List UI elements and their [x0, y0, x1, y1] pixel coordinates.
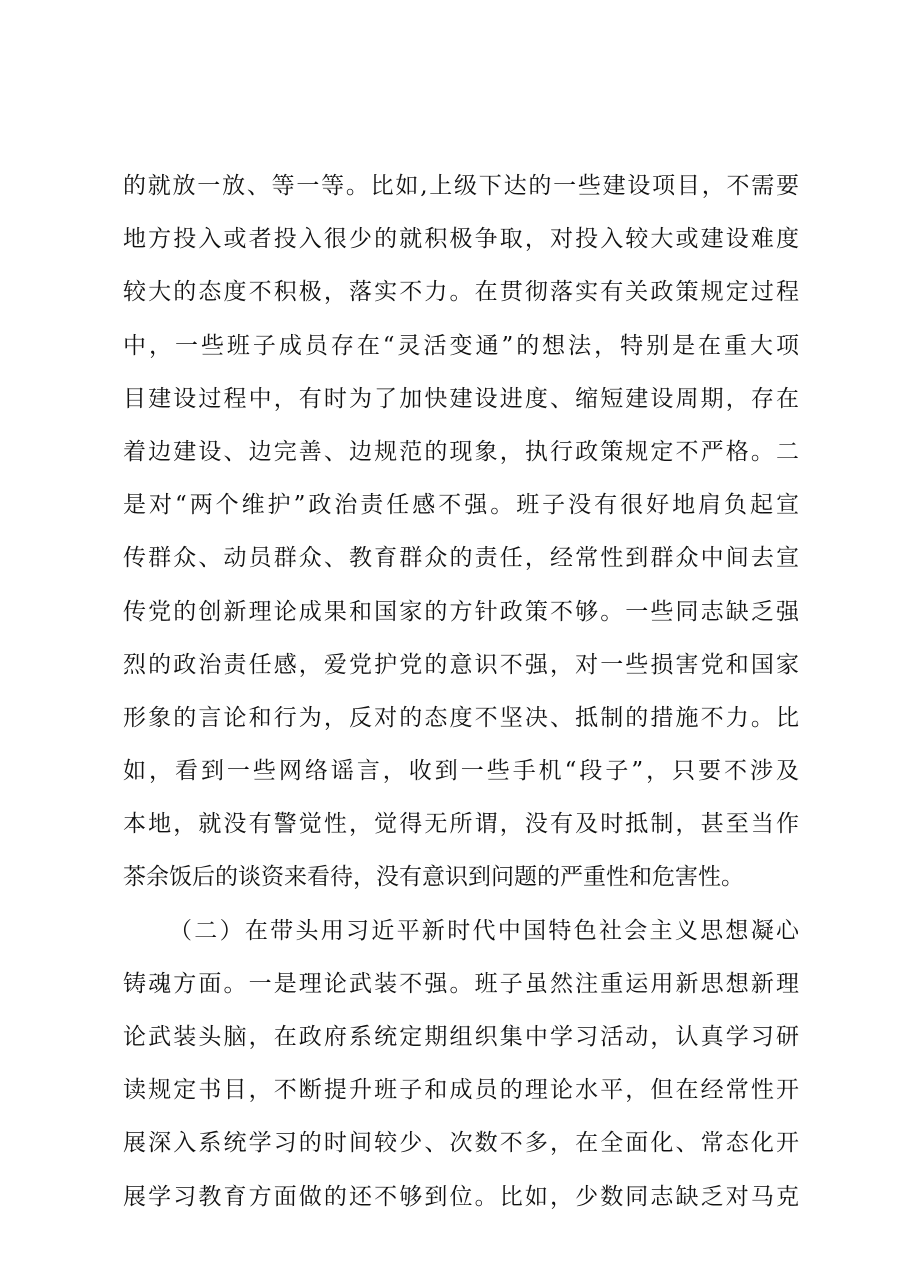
- text-line: 论武装头脑，在政府系统定期组织集中学习活动，认真学习研: [123, 1024, 799, 1050]
- text-line: 较大的态度不积极，落实不力。在贯彻落实有关政策规定过程: [123, 279, 799, 306]
- text-line: 中，一些班子成员存在“灵活变通”的想法，特别是在重大项: [123, 332, 799, 359]
- text-line: 传群众、动员群众、教育群众的责任，经常性到群众中间去宣: [123, 545, 799, 572]
- text-line: 展学习教育方面做的还不够到位。比如，少数同志缺乏对马克: [123, 1183, 799, 1210]
- text-line: 是对“两个维护”政治责任感不强。班子没有很好地肩负起宣: [123, 492, 799, 519]
- text-line: 如，看到一些网络谣言，收到一些手机“段子”，只要不涉及: [123, 758, 799, 785]
- text-line: 的就放一放、等一等。比如,上级下达的一些建设项目，不需要: [123, 173, 799, 199]
- paragraph-end-line: 茶余饭后的谈资来看待，没有意识到问题的严重性和危害性。: [123, 864, 744, 891]
- body-text: [123, 160, 799, 1224]
- text-line: 形象的言论和行为，反对的态度不坚决、抵制的措施不力。比: [123, 704, 799, 731]
- text-line: 着边建设、边完善、边规范的现象，执行政策规定不严格。二: [123, 438, 799, 465]
- text-line: 读规定书目，不断提升班子和成员的理论水平，但在经常性开: [123, 1077, 799, 1104]
- section-heading-line: （二）在带头用习近平新时代中国特色社会主义思想凝心: [169, 917, 799, 944]
- text-line: 传党的创新理论成果和国家的方针政策不够。一些同志缺乏强: [123, 598, 799, 625]
- text-line: 烈的政治责任感，爱党护党的意识不强，对一些损害党和国家: [123, 651, 799, 678]
- text-line: 展深入系统学习的时间较少、次数不多，在全面化、常态化开: [123, 1130, 799, 1157]
- text-line: 目建设过程中，有时为了加快建设进度、缩短建设周期，存在: [123, 385, 799, 412]
- text-line: 地方投入或者投入很少的就积极争取，对投入较大或建设难度: [123, 226, 799, 253]
- text-line: 铸魂方面。一是理论武装不强。班子虽然注重运用新思想新理: [123, 970, 799, 997]
- text-line: 本地，就没有警觉性，觉得无所谓，没有及时抵制，甚至当作: [123, 811, 799, 838]
